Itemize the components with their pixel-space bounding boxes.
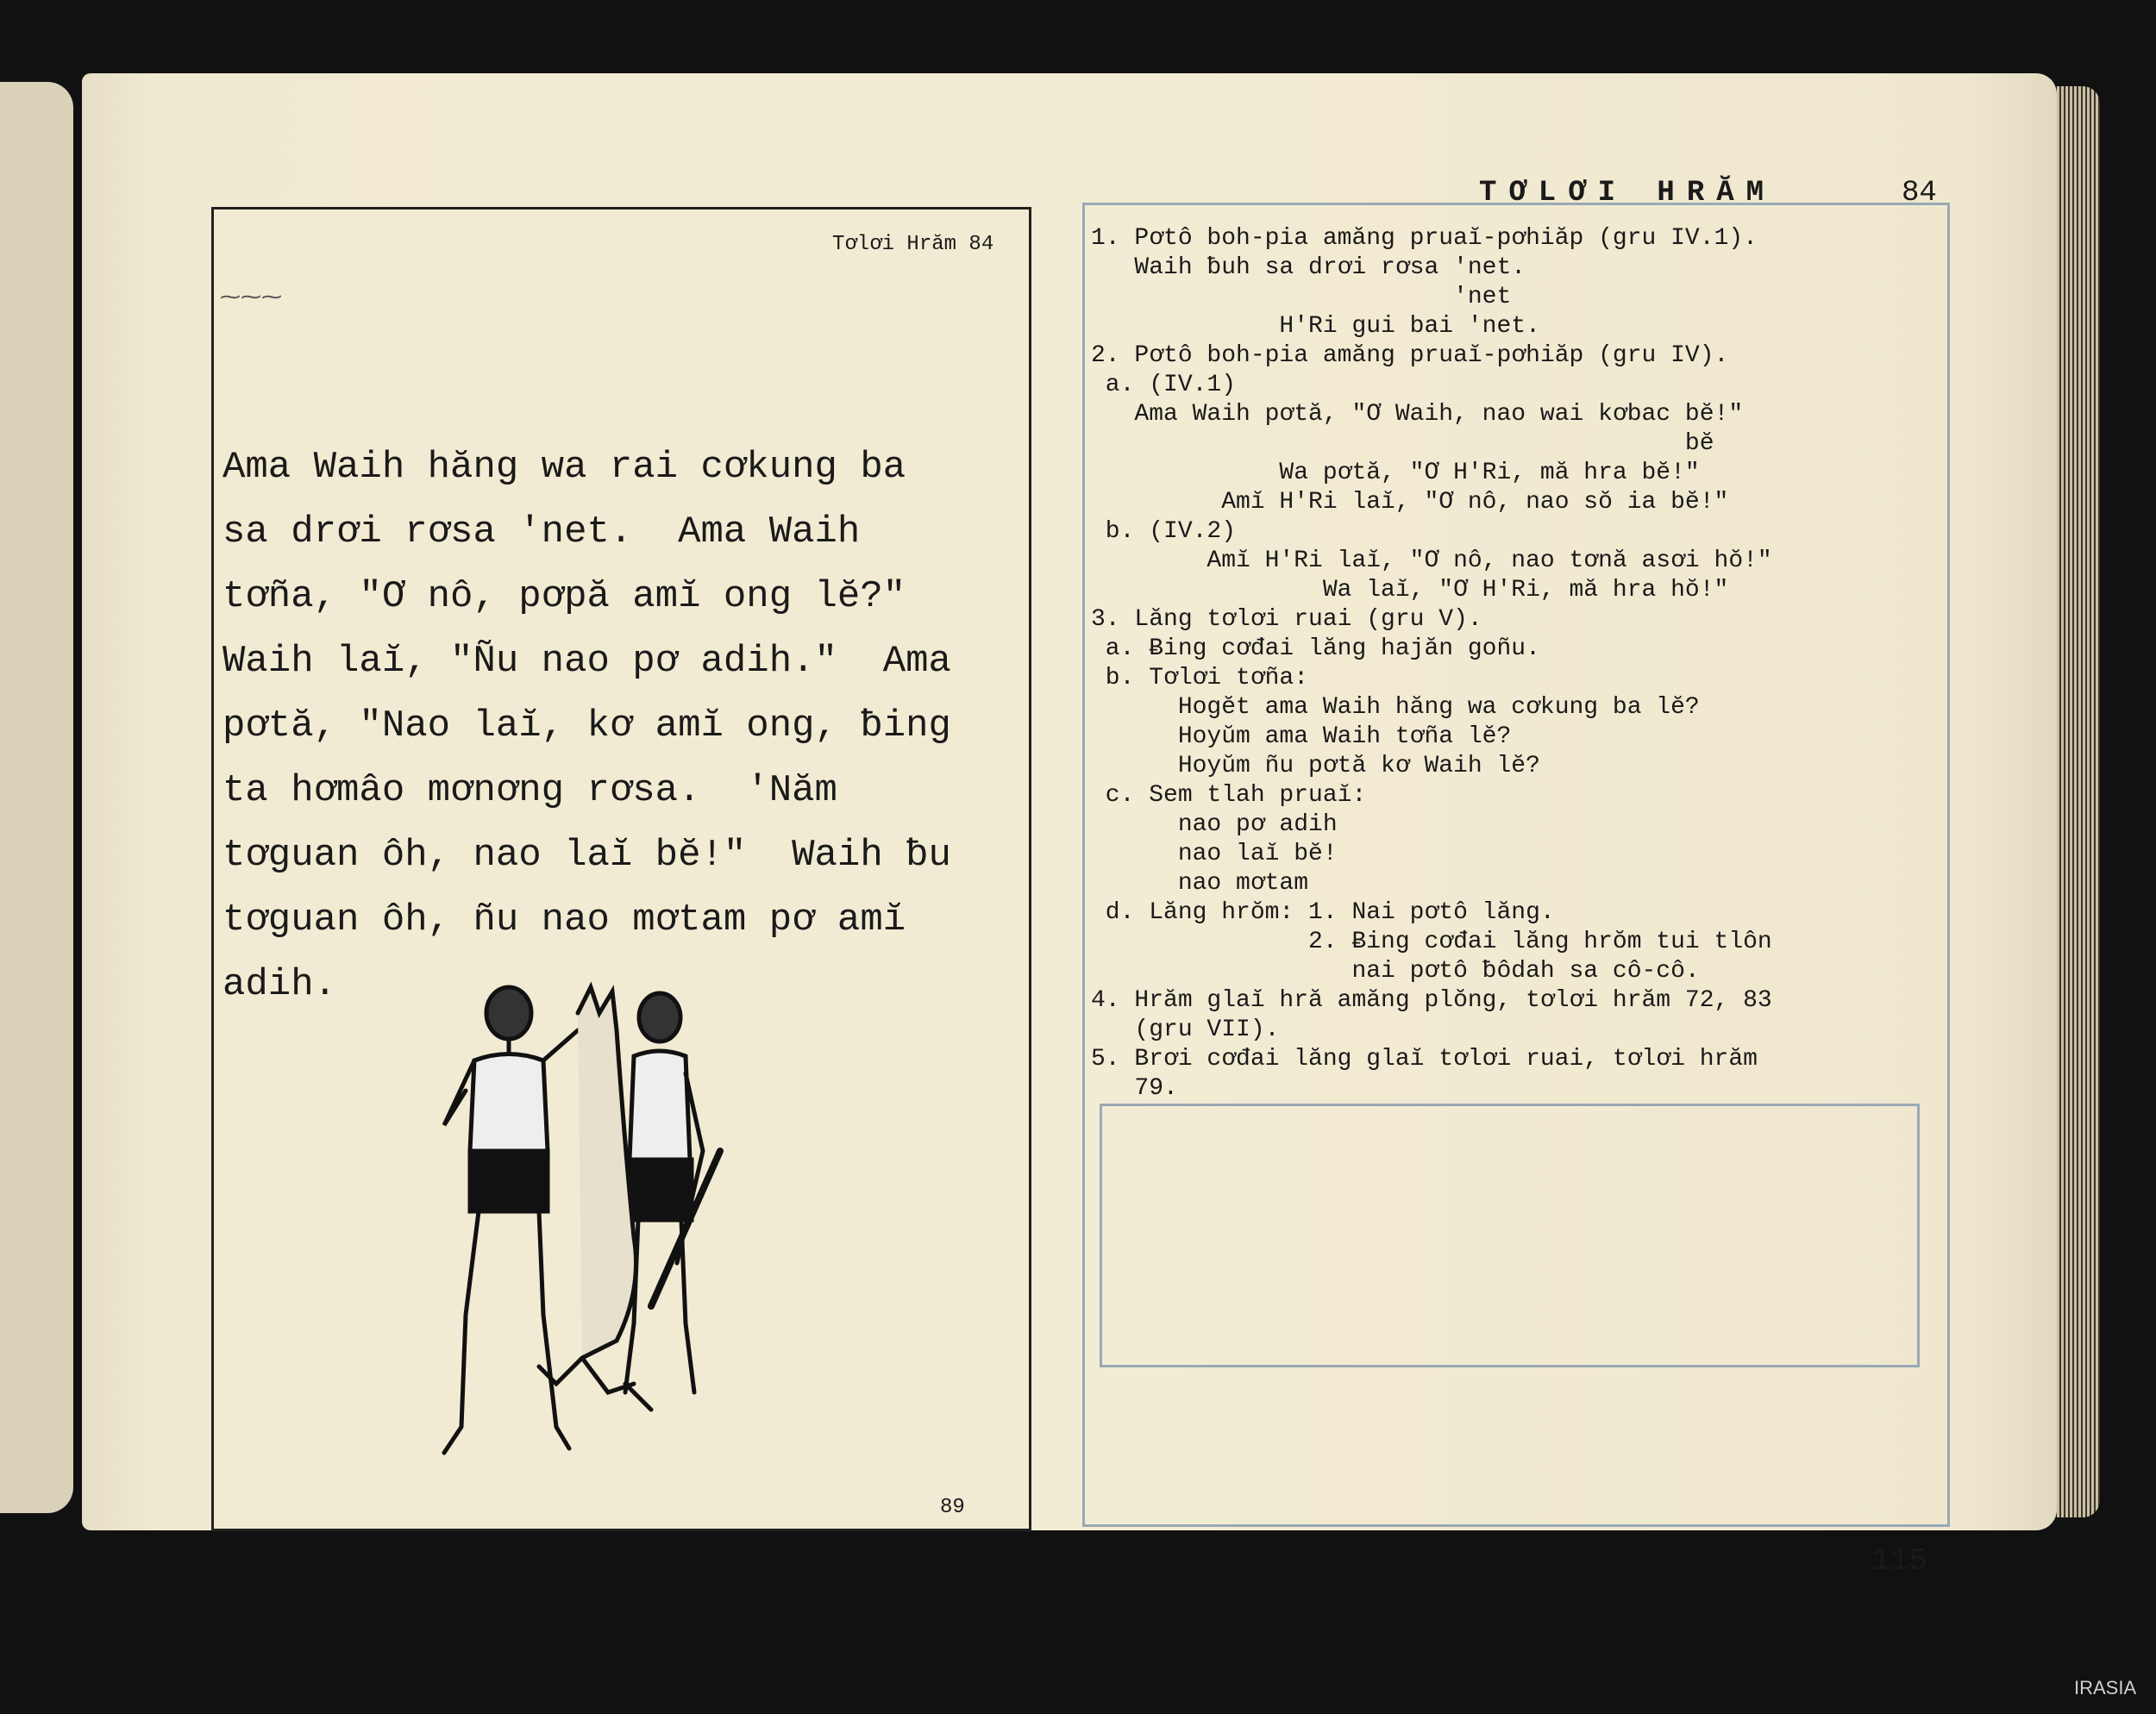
inset-page-header: Tơlơi Hrăm 84: [832, 233, 994, 256]
lesson-line: 2. Ƀing cơđai lăng hrŏm tui tlôn: [1091, 929, 1772, 955]
story-line: tơguan ôh, nao laĭ bĕ!" Waih ƀu: [222, 834, 951, 877]
lesson-line: Hoyŭm ñu pơtă kơ Waih lĕ?: [1091, 753, 1540, 779]
lesson-line: a. Ƀing cơđai lăng hajăn goñu.: [1091, 635, 1540, 662]
lesson-line: Amĭ H'Ri laĭ, "Ơ nô, nao sŏ ia bĕ!": [1091, 489, 1729, 516]
lesson-line: 1. Pơtô boh-pia amăng pruaĭ-pơhiăp (gru IV.1).: [1091, 225, 1758, 252]
previous-page-edge: [0, 82, 73, 1513]
watermark: IRASIA: [2074, 1677, 2137, 1698]
lesson-line: (gru VII).: [1091, 1017, 1280, 1043]
story-line: adih.: [222, 963, 337, 1006]
lesson-line: 4. Hrăm glaĭ hră amăng plŏng, tơlơi hrăm 72, 83: [1091, 987, 1772, 1014]
lesson-line: H'Ri gui bai 'net.: [1091, 313, 1540, 340]
lesson-line: Hogĕt ama Waih hăng wa cơkung ba lĕ?: [1091, 694, 1700, 721]
lesson-line: 79.: [1091, 1075, 1178, 1102]
running-header-page: 84: [1902, 177, 1937, 210]
lesson-line: nai pơtô ƀôdah sa cô-cô.: [1091, 958, 1700, 985]
inset-page-number: 89: [940, 1496, 965, 1519]
lesson-line: a. (IV.1): [1091, 372, 1237, 398]
lesson-line: Hoyŭm ama Waih tơña lĕ?: [1091, 723, 1512, 750]
lesson-line: Ama Waih pơtă, "Ơ Waih, nao wai kơbac bĕ!": [1091, 401, 1744, 428]
story-text: [222, 435, 1025, 1017]
page-stack-edge: [2057, 86, 2100, 1517]
lesson-inner-frame: [1100, 1104, 1920, 1367]
lesson-line: 'net: [1091, 284, 1512, 310]
lesson-line: b. (IV.2): [1091, 518, 1237, 545]
story-line: pơtă, "Nao laĭ, kơ amĭ ong, ƀing: [222, 704, 951, 748]
lesson-line: Wa pơtă, "Ơ H'Ri, mă hra bĕ!": [1091, 460, 1700, 486]
story-line: tơña, "Ơ nô, pơpă amĭ ong lĕ?": [222, 575, 906, 618]
lesson-line: nao mơtam: [1091, 870, 1309, 897]
lesson-line: nao pơ adih: [1091, 811, 1338, 838]
lesson-line: 3. Lăng tơlơi ruai (gru V).: [1091, 606, 1482, 633]
story-line: Ama Waih hăng wa rai cơkung ba: [222, 446, 906, 489]
pencil-mark: ⁓⁓⁓: [220, 287, 282, 310]
lesson-line: Waih ƀuh sa drơi rơsa 'net.: [1091, 254, 1526, 281]
page-number: 115: [1871, 1543, 1927, 1579]
lesson-line: 2. Pơtô boh-pia amăng pruaĭ-pơhiăp (gru IV).: [1091, 342, 1729, 369]
story-line: Waih laĭ, "Ñu nao pơ adih." Ama: [222, 640, 951, 683]
illustration-two-boys-carrying-deer-icon: [427, 979, 737, 1461]
lesson-line: 5. Brơi cơđai lăng glaĭ tơlơi ruai, tơlơi hrăm: [1091, 1046, 1758, 1073]
lesson-line: b. Tơlơi tơña:: [1091, 665, 1309, 691]
lesson-line: d. Lăng hrŏm: 1. Nai pơtô lăng.: [1091, 899, 1555, 926]
lesson-line: nao laĭ bĕ!: [1091, 841, 1338, 867]
lesson-instructions: [1091, 224, 1772, 1104]
lesson-line: Wa laĭ, "Ơ H'Ri, mă hra hŏ!": [1091, 577, 1729, 604]
story-line: sa drơi rơsa 'net. Ama Waih: [222, 510, 861, 554]
story-line: ta hơmâo mơnơng rơsa. 'Năm: [222, 769, 837, 812]
running-header-title: TƠLƠI HRĂM: [1479, 177, 1777, 210]
story-line: tơguan ôh, ñu nao mơtam pơ amĭ: [222, 898, 906, 941]
lesson-line: c. Sem tlah pruaĭ:: [1091, 782, 1367, 809]
lesson-line: bĕ: [1091, 430, 1714, 457]
lesson-line: Amĭ H'Ri laĭ, "Ơ nô, nao tơnă asơi hŏ!": [1091, 547, 1772, 574]
